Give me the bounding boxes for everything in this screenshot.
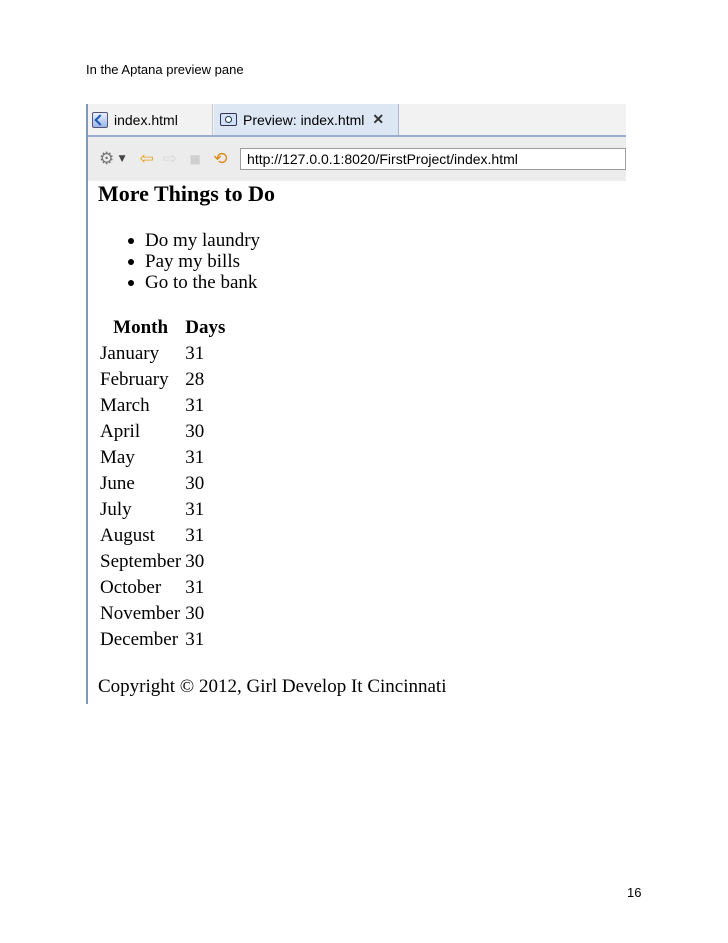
aptana-screenshot [86,104,626,704]
list-item: Go to the bank [100,272,260,293]
table-row [98,419,227,445]
forward-arrow-icon[interactable]: ⇨ [162,149,177,169]
table-header-row [98,315,227,341]
copyright-text: Copyright © 2012, Girl Develop It Cincinnati [98,676,447,697]
table-row [98,393,227,419]
table-row [98,341,227,367]
month-cell: October [100,577,162,598]
chevron-down-icon[interactable]: ▼ [118,154,126,164]
url-input[interactable] [240,148,626,170]
tab-label: index.html [114,111,178,128]
days-cell: 31 [185,395,205,416]
column-header-month: Month [113,317,169,338]
days-cell: 31 [185,629,205,650]
list-item: Do my laundry [100,230,260,251]
days-cell: 30 [185,421,205,442]
table-row [98,549,227,575]
month-cell: December [100,629,179,650]
days-cell: 30 [185,551,205,572]
days-cell: 31 [185,447,205,468]
tab-label: Preview: index.html [243,111,365,128]
days-cell: 31 [185,343,205,364]
days-cell: 31 [185,577,205,598]
month-cell: February [100,369,169,390]
table-row [98,601,227,627]
days-cell: 31 [185,525,205,546]
page-number: 16 [627,885,642,900]
page-heading: More Things to Do [98,181,276,206]
month-cell: September [100,551,182,572]
preview-toolbar [88,137,626,181]
html-file-icon [92,112,108,128]
month-cell: June [100,473,135,494]
caption: In the Aptana preview pane [86,62,244,77]
month-cell: August [100,525,155,546]
back-arrow-icon[interactable]: ⇦ [139,149,154,169]
month-cell: March [100,395,150,416]
days-cell: 31 [185,499,205,520]
refresh-icon[interactable]: ⟲ [213,149,228,169]
tab-preview[interactable] [214,104,399,135]
table-row [98,445,227,471]
month-cell: January [100,343,160,364]
list-item: Pay my bills [100,251,260,272]
close-icon[interactable]: ✕ [372,111,385,127]
table-row [98,575,227,601]
days-cell: 30 [185,473,205,494]
todo-list [100,230,260,293]
tab-index-html[interactable] [88,104,213,135]
days-cell: 28 [185,369,205,390]
table-row [98,627,227,653]
column-header-days: Days [185,317,226,338]
table-row [98,523,227,549]
days-cell: 30 [185,603,205,624]
editor-tab-bar [88,104,626,137]
month-days-table [98,315,227,653]
month-cell: April [100,421,141,442]
table-row [98,471,227,497]
preview-content [88,181,626,704]
month-cell: July [100,499,132,520]
table-row [98,367,227,393]
table-row [98,497,227,523]
stop-icon[interactable]: ■ [189,152,201,166]
month-cell: November [100,603,181,624]
preview-icon [220,113,237,126]
month-cell: May [100,447,135,468]
gear-icon[interactable]: ⚙ [99,149,115,169]
